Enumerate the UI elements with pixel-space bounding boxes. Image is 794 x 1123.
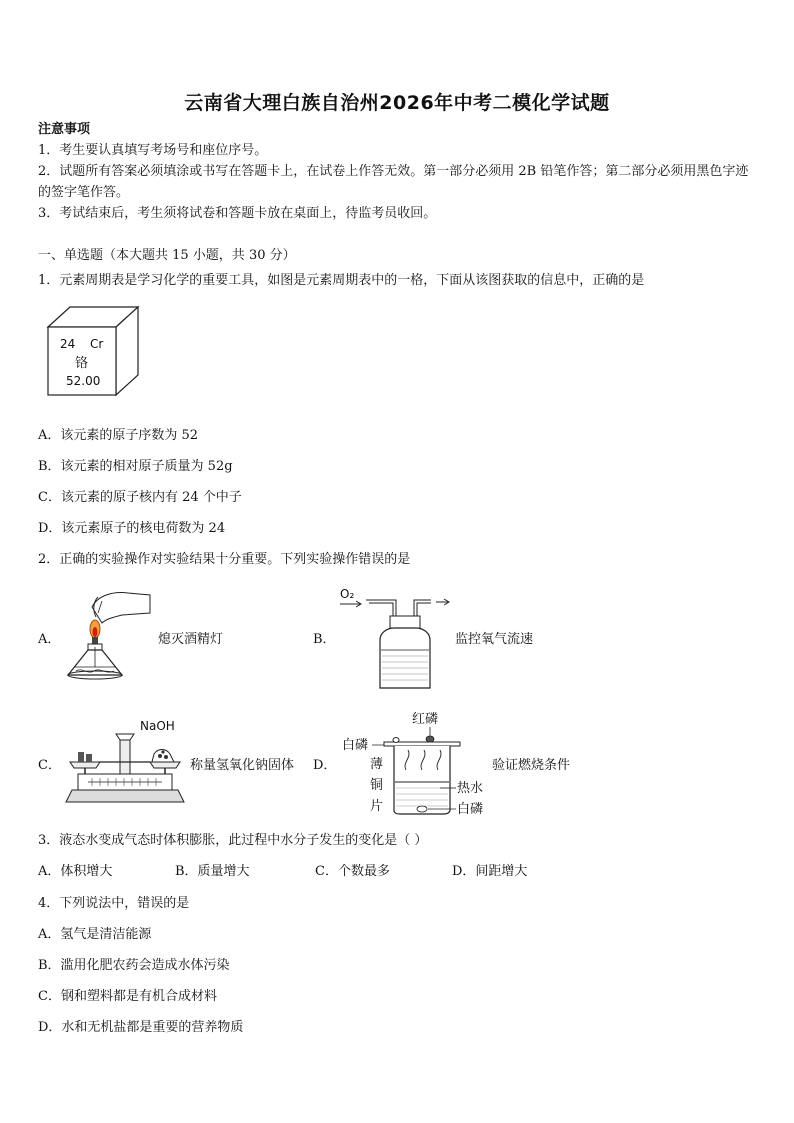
hot-water-label: 热水: [457, 781, 484, 796]
q2-option-a-caption: 熄灭酒精灯: [158, 632, 224, 647]
page-title: 云南省大理白族自治州2026年中考二模化学试题: [184, 92, 610, 114]
thin-label-2: 铜: [370, 778, 384, 793]
element-number: 24: [60, 337, 76, 351]
q2-option-d-letter: D．: [313, 758, 337, 773]
naoh-label: NaOH: [140, 719, 175, 733]
notice-heading: 注意事项: [38, 122, 91, 137]
q3-option-c: C．个数最多: [315, 864, 390, 879]
q4-option-a: A．氢气是清洁能源: [38, 927, 152, 942]
red-phosphorus-label: 红磷: [412, 712, 439, 727]
gas-bottle-figure: [336, 586, 456, 692]
notice-item-3: 3．考试结束后，考生须将试卷和答题卡放在桌面上，待监考员收回。: [38, 206, 437, 221]
q1-stem: 1．元素周期表是学习化学的重要工具，如图是元素周期表中的一格，下面从该图获取的信息中，正确的是: [38, 273, 645, 288]
q2-option-c-caption: 称量氢氧化钠固体: [190, 758, 295, 773]
alcohol-lamp-figure: [62, 587, 154, 691]
q3-stem: 3．液态水变成气态时体积膨胀，此过程中水分子发生的变化是（ ）: [38, 833, 428, 848]
element-name: 铬: [75, 356, 89, 371]
q3-option-b: B．质量增大: [175, 864, 250, 879]
white-phosphorus-top-label: 白磷: [342, 738, 369, 753]
q3-option-d: D．间距增大: [452, 864, 528, 879]
q2-stem: 2．正确的实验操作对实验结果十分重要。下列实验操作错误的是: [38, 552, 411, 567]
q4-option-b: B．滥用化肥农药会造成水体污染: [38, 958, 230, 973]
q4-option-d: D．水和无机盐都是重要的营养物质: [38, 1020, 244, 1035]
combustion-figure: [340, 708, 490, 818]
q2-option-c-letter: C．: [38, 758, 61, 773]
thin-label-1: 薄: [370, 757, 384, 772]
section-heading: 一、单选题（本大题共 15 小题，共 30 分）: [38, 248, 296, 263]
q4-option-c: C．钢和塑料都是有机合成材料: [38, 989, 217, 1004]
element-cell-figure: [46, 305, 141, 397]
q1-option-d: D．该元素原子的核电荷数为 24: [38, 521, 226, 536]
q1-option-c: C．该元素的原子核内有 24 个中子: [38, 490, 242, 505]
notice-item-1: 1．考生要认真填写考场号和座位序号。: [38, 143, 268, 158]
element-symbol: Cr: [90, 337, 104, 351]
q1-option-b: B．该元素的相对原子质量为 52g: [38, 459, 233, 474]
element-mass: 52.00: [66, 374, 101, 388]
q3-option-a: A．体积增大: [38, 864, 113, 879]
thin-label-3: 片: [370, 799, 384, 814]
balance-figure: [66, 718, 186, 810]
q2-option-a-letter: A．: [38, 632, 61, 647]
notice-item-2: 2．试题所有答案必须填涂或书写在答题卡上，在试卷上作答无效。第一部分必须用 2B 铅笔作答；第二部分必须用黑色字迹的签字笔作答。: [38, 164, 749, 200]
q1-option-a: A．该元素的原子序数为 52: [38, 428, 199, 443]
q2-option-b-letter: B．: [313, 632, 336, 647]
q2-option-d-caption: 验证燃烧条件: [492, 758, 571, 773]
white-phosphorus-bottom-label: 白磷: [457, 802, 484, 817]
oxygen-label: O₂: [340, 587, 355, 601]
q2-option-b-caption: 监控氧气流速: [455, 632, 534, 647]
q4-stem: 4．下列说法中，错误的是: [38, 896, 190, 911]
